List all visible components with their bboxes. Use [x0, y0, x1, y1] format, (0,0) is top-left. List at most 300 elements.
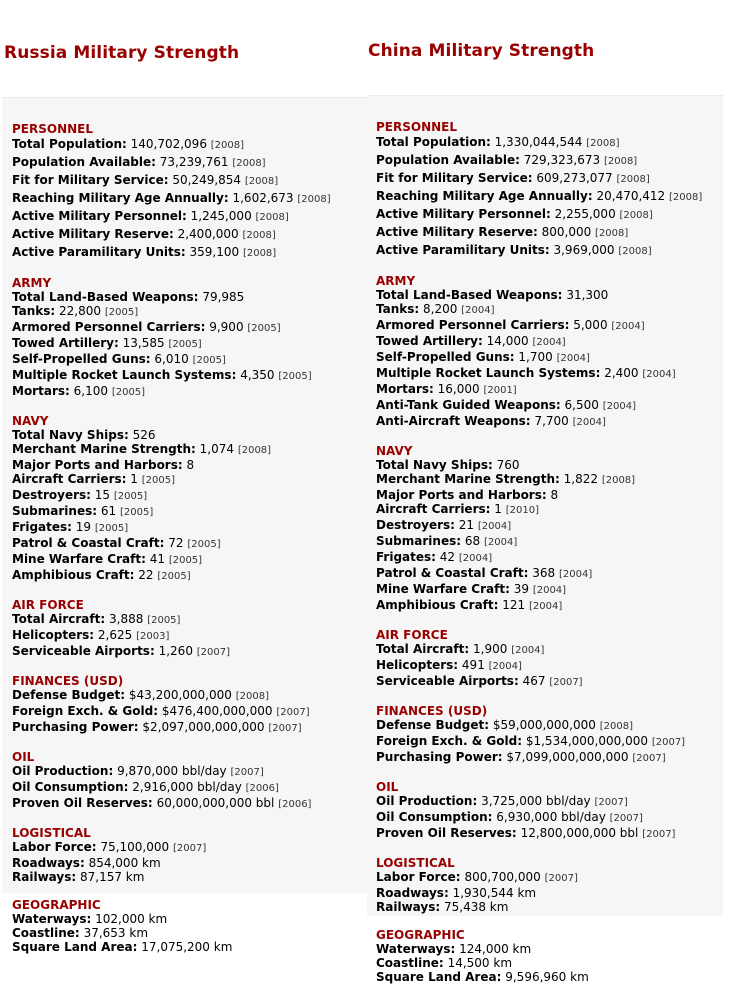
stat-label: Anti-Tank Guided Weapons:	[376, 398, 561, 412]
stat-label: Merchant Marine Strength:	[12, 442, 196, 456]
stat-label: Tanks:	[376, 302, 420, 316]
stat-year: [2004]	[483, 537, 518, 548]
stat-label: Towed Artillery:	[12, 336, 119, 350]
stat-value: 1,900	[473, 642, 508, 656]
stat-label: Labor Force:	[376, 870, 461, 884]
stat-year: [2007]	[230, 767, 264, 778]
stat-value: $7,099,000,000,000	[506, 750, 629, 764]
stat-year: [2008]	[237, 445, 272, 456]
stat-label: Mortars:	[12, 384, 70, 398]
stats-section	[12, 898, 367, 954]
stat-row	[12, 552, 367, 568]
stat-label: Total Population:	[376, 135, 491, 149]
stat-value: 2,916,000 bbl/day	[132, 780, 242, 794]
stat-year: [2005]	[147, 615, 181, 626]
stat-value: 491	[461, 658, 485, 672]
stat-year: [2008]	[232, 158, 266, 169]
stat-label: Active Military Reserve:	[12, 227, 174, 241]
stat-row	[376, 242, 723, 260]
stat-row	[12, 940, 367, 954]
stats-section	[12, 414, 367, 584]
stat-label: Purchasing Power:	[376, 750, 503, 764]
stat-row	[376, 318, 723, 334]
stats-section	[12, 276, 367, 400]
china-stats-panel	[367, 95, 723, 984]
stat-value: 102,000 km	[95, 912, 168, 926]
stat-label: Coastline:	[12, 926, 80, 940]
stat-row	[12, 840, 367, 856]
stat-value: 19	[75, 520, 92, 534]
stat-value: 68	[464, 534, 481, 548]
section-spacer	[376, 614, 723, 628]
section-spacer	[12, 660, 367, 674]
stat-row	[12, 226, 367, 244]
section-spacer	[376, 842, 723, 856]
stat-row	[12, 336, 367, 352]
stat-label: Waterways:	[376, 942, 456, 956]
section-spacer	[376, 690, 723, 704]
stat-row	[12, 536, 367, 552]
stat-year: [2008]	[599, 721, 633, 732]
stat-year: [2008]	[210, 140, 245, 151]
stat-value: 121	[502, 598, 526, 612]
stat-label: Square Land Area:	[376, 970, 502, 984]
stat-row	[12, 720, 367, 736]
stat-year: [2007]	[651, 737, 686, 748]
stat-row	[12, 520, 367, 536]
stat-label: Waterways:	[12, 912, 92, 926]
stat-value: 140,702,096	[130, 137, 207, 151]
stat-year: [2004]	[572, 417, 606, 428]
stat-year: [2007]	[642, 829, 676, 840]
stats-section	[12, 826, 367, 884]
stat-label: Frigates:	[376, 550, 436, 564]
stat-value: 6,100	[73, 384, 108, 398]
stat-label: Major Ports and Harbors:	[376, 488, 547, 502]
stat-year: [2005]	[111, 387, 146, 398]
stat-year: [2005]	[187, 539, 221, 550]
stat-row	[376, 734, 723, 750]
stat-row	[376, 582, 723, 598]
stat-value: 800,000	[541, 225, 592, 239]
stat-label: Population Available:	[12, 155, 156, 169]
stat-row	[376, 206, 723, 224]
stat-year: [2005]	[278, 371, 312, 382]
section-spacer	[376, 914, 723, 928]
stat-row	[376, 398, 723, 414]
stat-value: 16,000	[437, 382, 480, 396]
stat-row	[376, 900, 723, 914]
section-spacer	[376, 766, 723, 780]
stat-year: [2007]	[196, 647, 231, 658]
stat-row	[376, 598, 723, 614]
stat-value: 1	[494, 502, 502, 516]
stat-row	[376, 826, 723, 842]
stat-year: [2004]	[602, 401, 636, 412]
stat-year: [2007]	[172, 843, 207, 854]
stat-row	[12, 780, 367, 796]
stat-value: 7,700	[534, 414, 569, 428]
section-heading: FINANCES (USD)	[376, 704, 488, 718]
stat-row	[12, 764, 367, 780]
stat-value: $2,097,000,000,000	[142, 720, 265, 734]
stat-year: [2008]	[242, 248, 277, 259]
stat-year: [2007]	[632, 753, 666, 764]
stats-section	[376, 856, 723, 914]
stat-value: 14,500 km	[447, 956, 513, 970]
stat-row	[376, 170, 723, 188]
stat-label: Self-Propelled Guns:	[376, 350, 515, 364]
stat-year: [2004]	[458, 553, 493, 564]
stat-label: Oil Production:	[12, 764, 114, 778]
stat-year: [2004]	[488, 661, 522, 672]
stat-row	[12, 796, 367, 812]
stat-label: Aircraft Carriers:	[12, 472, 127, 486]
section-spacer	[376, 260, 723, 274]
stat-label: Defense Budget:	[376, 718, 490, 732]
stat-value: 21	[458, 518, 475, 532]
stat-value: 60,000,000,000 bbl	[156, 796, 275, 810]
stat-label: Reaching Military Age Annually:	[376, 189, 593, 203]
stat-year: [2008]	[586, 138, 620, 149]
stat-row	[12, 136, 367, 154]
stat-value: 9,870,000 bbl/day	[117, 764, 227, 778]
stat-label: Purchasing Power:	[12, 720, 139, 734]
stat-value: 3,725,000 bbl/day	[481, 794, 591, 808]
stat-value: 124,000 km	[459, 942, 532, 956]
stat-year: [2005]	[157, 571, 191, 582]
stat-value: 1,930,544 km	[452, 886, 537, 900]
stat-year: [2010]	[505, 505, 539, 516]
stat-row	[376, 288, 723, 302]
stat-year: [2005]	[94, 523, 129, 534]
stat-value: 39	[513, 582, 529, 596]
stat-year: [2008]	[619, 210, 653, 221]
stat-value: 2,625	[97, 628, 133, 642]
stat-year: [2004]	[511, 645, 545, 656]
stat-label: Serviceable Airports:	[12, 644, 155, 658]
stat-value: $476,400,000,000	[161, 704, 273, 718]
stat-row	[12, 504, 367, 520]
stat-year: [2004]	[532, 585, 567, 596]
stat-year: [2005]	[141, 475, 175, 486]
stat-row	[12, 172, 367, 190]
stat-label: Submarines:	[376, 534, 462, 548]
section-spacer	[12, 736, 367, 750]
stat-label: Amphibious Craft:	[12, 568, 135, 582]
stat-value: 6,930,000 bbl/day	[496, 810, 606, 824]
stat-year: [2001]	[483, 385, 517, 396]
stat-label: Total Navy Ships:	[12, 428, 129, 442]
stat-year: [2008]	[255, 212, 289, 223]
stat-row	[12, 472, 367, 488]
stat-year: [2005]	[247, 323, 281, 334]
stat-value: 800,700,000	[464, 870, 541, 884]
stat-year: [2006]	[245, 783, 279, 794]
stat-label: Railways:	[376, 900, 441, 914]
stat-label: Mine Warfare Craft:	[12, 552, 146, 566]
stat-year: [2004]	[461, 305, 495, 316]
stat-row	[376, 550, 723, 566]
stat-row	[12, 190, 367, 208]
stat-label: Patrol & Coastal Craft:	[376, 566, 529, 580]
stat-label: Multiple Rocket Launch Systems:	[376, 366, 601, 380]
stat-value: 854,000 km	[88, 856, 161, 870]
stat-year: [2007]	[594, 797, 628, 808]
section-spacer	[12, 584, 367, 598]
stat-value: 6,500	[564, 398, 599, 412]
stat-row	[12, 154, 367, 172]
stat-row	[12, 912, 367, 926]
stat-label: Mortars:	[376, 382, 434, 396]
stat-value: 1	[130, 472, 138, 486]
stat-value: $59,000,000,000	[492, 718, 596, 732]
stat-label: Reaching Military Age Annually:	[12, 191, 229, 205]
stat-year: [2007]	[268, 723, 302, 734]
stat-row	[376, 870, 723, 886]
stat-label: Armored Personnel Carriers:	[376, 318, 570, 332]
stat-year: [2004]	[532, 337, 566, 348]
stat-label: Labor Force:	[12, 840, 97, 854]
stat-label: Merchant Marine Strength:	[376, 472, 560, 486]
stat-row	[12, 428, 367, 442]
stat-label: Total Population:	[12, 137, 127, 151]
stat-row	[12, 856, 367, 870]
stat-value: 760	[496, 458, 520, 472]
stat-label: Fit for Military Service:	[376, 171, 533, 185]
stat-label: Coastline:	[376, 956, 444, 970]
section-heading: ARMY	[12, 276, 52, 290]
stat-value: 609,273,077	[536, 171, 613, 185]
stat-year: [2008]	[603, 156, 638, 167]
stat-value: 1,245,000	[190, 209, 252, 223]
stat-value: 17,075,200 km	[141, 940, 233, 954]
stat-row	[376, 152, 723, 170]
stat-label: Active Paramilitary Units:	[376, 243, 550, 257]
stat-year: [2007]	[609, 813, 643, 824]
section-spacer	[12, 262, 367, 276]
stat-row	[12, 442, 367, 458]
stat-row	[12, 384, 367, 400]
stat-label: Foreign Exch. & Gold:	[376, 734, 523, 748]
stat-label: Helicopters:	[12, 628, 95, 642]
stat-label: Total Land-Based Weapons:	[376, 288, 563, 302]
stats-section	[376, 628, 723, 690]
stat-year: [2004]	[558, 569, 593, 580]
stat-label: Multiple Rocket Launch Systems:	[12, 368, 237, 382]
stat-row	[376, 518, 723, 534]
stat-row	[376, 566, 723, 582]
stat-label: Fit for Military Service:	[12, 173, 169, 187]
stat-value: 1,260	[158, 644, 193, 658]
stat-label: Tanks:	[12, 304, 56, 318]
stat-value: $43,200,000,000	[128, 688, 232, 702]
stat-value: 3,888	[109, 612, 144, 626]
stat-value: 5,000	[573, 318, 608, 332]
stat-year: [2006]	[278, 799, 312, 810]
stat-label: Oil Consumption:	[376, 810, 493, 824]
stat-value: 6,010	[154, 352, 189, 366]
section-heading: GEOGRAPHIC	[376, 928, 465, 942]
stat-value: 2,400	[604, 366, 639, 380]
stat-value: 729,323,673	[523, 153, 601, 167]
stat-row	[376, 334, 723, 350]
stat-row	[376, 534, 723, 550]
stat-value: 359,100	[189, 245, 240, 259]
stat-row	[12, 368, 367, 384]
stat-year: [2004]	[642, 369, 676, 380]
stat-value: 42	[439, 550, 456, 564]
stat-label: Proven Oil Reserves:	[12, 796, 153, 810]
stat-value: 75,438 km	[443, 900, 509, 914]
stats-section	[12, 122, 367, 262]
stat-value: 61	[100, 504, 117, 518]
stat-row	[376, 794, 723, 810]
stat-row	[12, 244, 367, 262]
stat-label: Destroyers:	[12, 488, 91, 502]
stat-value: 15	[94, 488, 111, 502]
stat-year: [2008]	[242, 230, 276, 241]
stat-row	[376, 488, 723, 502]
stat-label: Total Land-Based Weapons:	[12, 290, 199, 304]
stat-label: Active Paramilitary Units:	[12, 245, 186, 259]
stat-year: [2005]	[168, 555, 203, 566]
stat-value: 31,300	[566, 288, 609, 302]
stat-value: 41	[149, 552, 165, 566]
stat-value: 8,200	[423, 302, 458, 316]
stat-row	[12, 208, 367, 226]
stat-label: Oil Consumption:	[12, 780, 129, 794]
stat-row	[376, 224, 723, 242]
stat-year: [2005]	[192, 355, 226, 366]
stat-value: 526	[132, 428, 156, 442]
stat-value: 73,239,761	[159, 155, 229, 169]
stat-year: [2004]	[529, 601, 563, 612]
stat-year: [2004]	[611, 321, 645, 332]
stat-label: Active Military Personnel:	[376, 207, 551, 221]
stat-row	[12, 612, 367, 628]
stat-label: Oil Production:	[376, 794, 478, 808]
stat-row	[376, 750, 723, 766]
stats-section	[12, 750, 367, 812]
stat-row	[376, 658, 723, 674]
stat-row	[376, 366, 723, 382]
stat-label: Aircraft Carriers:	[376, 502, 491, 516]
section-heading: PERSONNEL	[376, 120, 458, 134]
section-heading: AIR FORCE	[12, 598, 84, 612]
stat-row	[376, 810, 723, 826]
section-heading: OIL	[12, 750, 35, 764]
stat-label: Roadways:	[376, 886, 449, 900]
stat-row	[12, 704, 367, 720]
stats-section	[376, 704, 723, 766]
stat-row	[376, 642, 723, 658]
stat-row	[12, 488, 367, 504]
section-heading: FINANCES (USD)	[12, 674, 124, 688]
stat-year: [2005]	[168, 339, 202, 350]
stat-label: Total Navy Ships:	[376, 458, 493, 472]
stat-row	[376, 942, 723, 956]
stat-value: 14,000	[486, 334, 529, 348]
stats-section	[376, 780, 723, 842]
stat-row	[376, 134, 723, 152]
stat-year: [2003]	[136, 631, 170, 642]
stat-row	[12, 320, 367, 336]
stat-value: 72	[168, 536, 184, 550]
stat-label: Roadways:	[12, 856, 85, 870]
stat-value: 1,330,044,544	[494, 135, 583, 149]
stat-year: [2005]	[113, 491, 148, 502]
stat-row	[376, 414, 723, 430]
stat-row	[376, 382, 723, 398]
section-heading: PERSONNEL	[12, 122, 94, 136]
stats-section	[376, 120, 723, 260]
stat-value: 87,157 km	[79, 870, 145, 884]
stat-year: [2007]	[276, 707, 310, 718]
stat-value: 2,400,000	[177, 227, 239, 241]
stat-year: [2008]	[244, 176, 279, 187]
stat-row	[376, 302, 723, 318]
stat-label: Mine Warfare Craft:	[376, 582, 510, 596]
stat-year: [2004]	[556, 353, 590, 364]
stat-value: 50,249,854	[172, 173, 242, 187]
stat-value: 22	[138, 568, 154, 582]
section-spacer	[12, 400, 367, 414]
russia-title: Russia Military Strength	[4, 43, 240, 63]
stat-value: 1,602,673	[232, 191, 294, 205]
stat-row	[376, 886, 723, 900]
stat-year: [2008]	[616, 174, 650, 185]
section-heading: NAVY	[12, 414, 49, 428]
section-heading: NAVY	[376, 444, 413, 458]
section-heading: ARMY	[376, 274, 416, 288]
stat-value: 20,470,412	[596, 189, 666, 203]
stat-label: Towed Artillery:	[376, 334, 483, 348]
stat-label: Frigates:	[12, 520, 72, 534]
stat-row	[12, 304, 367, 320]
stats-section	[376, 274, 723, 430]
stat-year: [2008]	[618, 246, 652, 257]
stat-row	[12, 926, 367, 940]
stat-value: 75,100,000	[100, 840, 170, 854]
section-heading: AIR FORCE	[376, 628, 448, 642]
stat-row	[376, 458, 723, 472]
stat-label: Total Aircraft:	[376, 642, 470, 656]
stat-value: 467	[522, 674, 546, 688]
stat-row	[376, 970, 723, 984]
stat-value: 9,900	[209, 320, 244, 334]
stat-label: Serviceable Airports:	[376, 674, 519, 688]
stat-label: Armored Personnel Carriers:	[12, 320, 206, 334]
stat-row	[376, 188, 723, 206]
stat-row	[376, 472, 723, 488]
stat-year: [2004]	[477, 521, 512, 532]
stat-label: Defense Budget:	[12, 688, 126, 702]
stat-label: Total Aircraft:	[12, 612, 106, 626]
stat-value: 2,255,000	[554, 207, 616, 221]
stat-value: 1,700	[518, 350, 553, 364]
stat-value: $1,534,000,000,000	[525, 734, 648, 748]
stats-section	[12, 598, 367, 660]
stat-value: 4,350	[240, 368, 275, 382]
stat-year: [2007]	[549, 677, 583, 688]
stat-label: Anti-Aircraft Weapons:	[376, 414, 531, 428]
stat-year: [2008]	[595, 228, 629, 239]
section-heading: LOGISTICAL	[12, 826, 91, 840]
stat-label: Amphibious Craft:	[376, 598, 499, 612]
section-heading: LOGISTICAL	[376, 856, 455, 870]
stat-row	[376, 956, 723, 970]
